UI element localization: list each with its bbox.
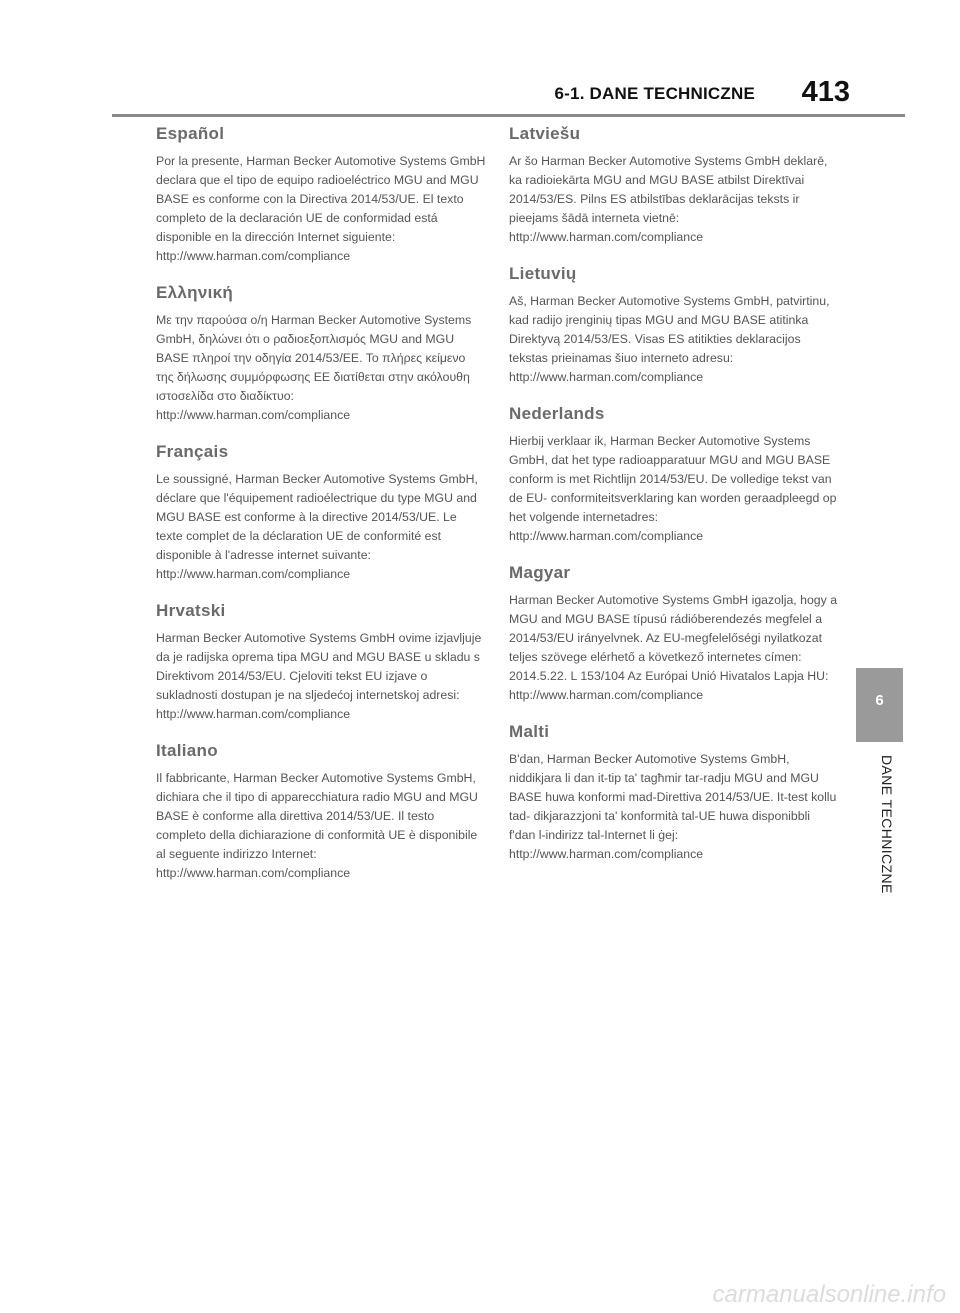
lang-heading: Ελληνική <box>156 283 234 302</box>
right-column <box>509 124 839 881</box>
lang-section-latvian <box>509 124 839 247</box>
lang-text: Ar šo Harman Becker Automotive Systems GmbH deklarē, ka radioiekārta MGU and MGU BASE atbilst Direktīvai 2014/53/ES. Pilns ES atbilstības deklarācijas teksts ir pieejams šādā interneta vietnē: http://www.harman.com/compliance <box>509 154 828 244</box>
lang-text: Με την παρούσα ο/η Harman Becker Automotive Systems GmbH, δηλώνει ότι ο ραδιοεξοπλισμός MGU and MGU BASE πληροί την οδηγία 2014/53/ΕΕ. Το πλήρες κείμενο της δήλωσης συμμόρφωσης ΕΕ διατίθεται στην ακόλουθη ιστοσελίδα στο διαδίκτυο: http://www.harman.com/compliance <box>156 313 472 422</box>
lang-section-maltese <box>509 722 839 864</box>
lang-heading: Lietuvių <box>509 264 577 283</box>
lang-section-dutch <box>509 404 839 546</box>
lang-section-greek <box>156 283 486 425</box>
chapter-tab <box>856 668 903 742</box>
watermark: carmanualsonline.info <box>712 1281 946 1308</box>
lang-heading: Italiano <box>156 741 218 760</box>
lang-heading: Magyar <box>509 563 571 582</box>
lang-text: Hierbij verklaar ik, Harman Becker Automotive Systems GmbH, dat het type radioapparatuur MGU and MGU BASE conform is met Richtlijn 2014/53/EU. De volledige tekst van de EU- conformiteitsverklaring kan worden geraadpleegd op het volgende internetadres: http://www.harman.com/compliance <box>509 434 837 543</box>
lang-section-italian <box>156 741 486 883</box>
chapter-number: 6 <box>875 692 884 709</box>
lang-text: B'dan, Harman Becker Automotive Systems GmbH, niddikjara li dan it-tip ta' tagħmir tar-radju MGU and MGU BASE huwa konformi mad-Direttiva 2014/53/UE. It-test kollu tad- dikjarazzjoni ta' konformità tal-UE huwa disponibbli f'dan l-indirizz tal-Internet li ġej: http://www.harman.com/compliance <box>509 752 837 861</box>
lang-heading: Español <box>156 124 225 143</box>
lang-text: Por la presente, Harman Becker Automotive Systems GmbH declara que el tipo de equipo radioeléctrico MGU and MGU BASE es conforme con la Directiva 2014/53/UE. El texto completo de la declaración UE de conformidad está disponible en la dirección Internet siguiente: http://www.harman.com/compliance <box>156 154 486 263</box>
lang-section-french <box>156 442 486 584</box>
lang-text: Harman Becker Automotive Systems GmbH igazolja, hogy a MGU and MGU BASE típusú rádióberendezés megfelel a 2014/53/EU irányelvnek. Az EU-megfelelőségi nyilatkozat teljes szövege elérhető a következő internetes címen: 2014.5.22. L 153/104 Az Európai Unió Hivatalos Lapja HU: http://www.harman.com/compliance <box>509 593 838 702</box>
lang-section-hungarian <box>509 563 839 705</box>
lang-heading: Malti <box>509 722 550 741</box>
lang-heading: Français <box>156 442 229 461</box>
lang-text: Il fabbricante, Harman Becker Automotive Systems GmbH, dichiara che il tipo di apparecchiatura radio MGU and MGU BASE è conforme alla direttiva 2014/53/UE. Il testo completo della dichiarazione di conformità UE è disponibile al seguente indirizzo Internet: http://www.harman.com/compliance <box>156 771 478 880</box>
lang-text: Le soussigné, Harman Becker Automotive Systems GmbH, déclare que l'équipement radioélectrique du type MGU and MGU BASE est conforme à la directive 2014/53/UE. Le texte complet de la déclaration UE de conformité est disponible à l'adresse internet suivante: http://www.harman.com/compliance <box>156 472 478 581</box>
section-title: 6-1. DANE TECHNICZNE <box>554 84 755 103</box>
lang-section-spanish <box>156 124 486 266</box>
chapter-side-title: DANE TECHNICZNE <box>879 755 895 894</box>
page-number: 413 <box>801 76 850 108</box>
lang-section-lithuanian <box>509 264 839 387</box>
lang-heading: Latviešu <box>509 124 581 143</box>
lang-heading: Nederlands <box>509 404 605 423</box>
lang-text: Aš, Harman Becker Automotive Systems GmbH, patvirtinu, kad radijo įrenginių tipas MGU and MGU BASE atitinka Direktyvą 2014/53/ES. Visas ES atitikties deklaracijos tekstas prieinamas šiuo interneto adresu: http://www.harman.com/compliance <box>509 294 830 384</box>
header-divider <box>112 114 905 117</box>
page-header <box>0 70 960 116</box>
lang-text: Harman Becker Automotive Systems GmbH ovime izjavljuje da je radijska oprema tipa MGU and MGU BASE u skladu s Direktivom 2014/53/EU. Cjeloviti tekst EU izjave o sukladnosti dostupan je na sljedećoj internetskoj adresi: http://www.harman.com/compliance <box>156 631 482 721</box>
left-column <box>156 124 486 900</box>
lang-heading: Hrvatski <box>156 601 226 620</box>
lang-section-croatian <box>156 601 486 724</box>
